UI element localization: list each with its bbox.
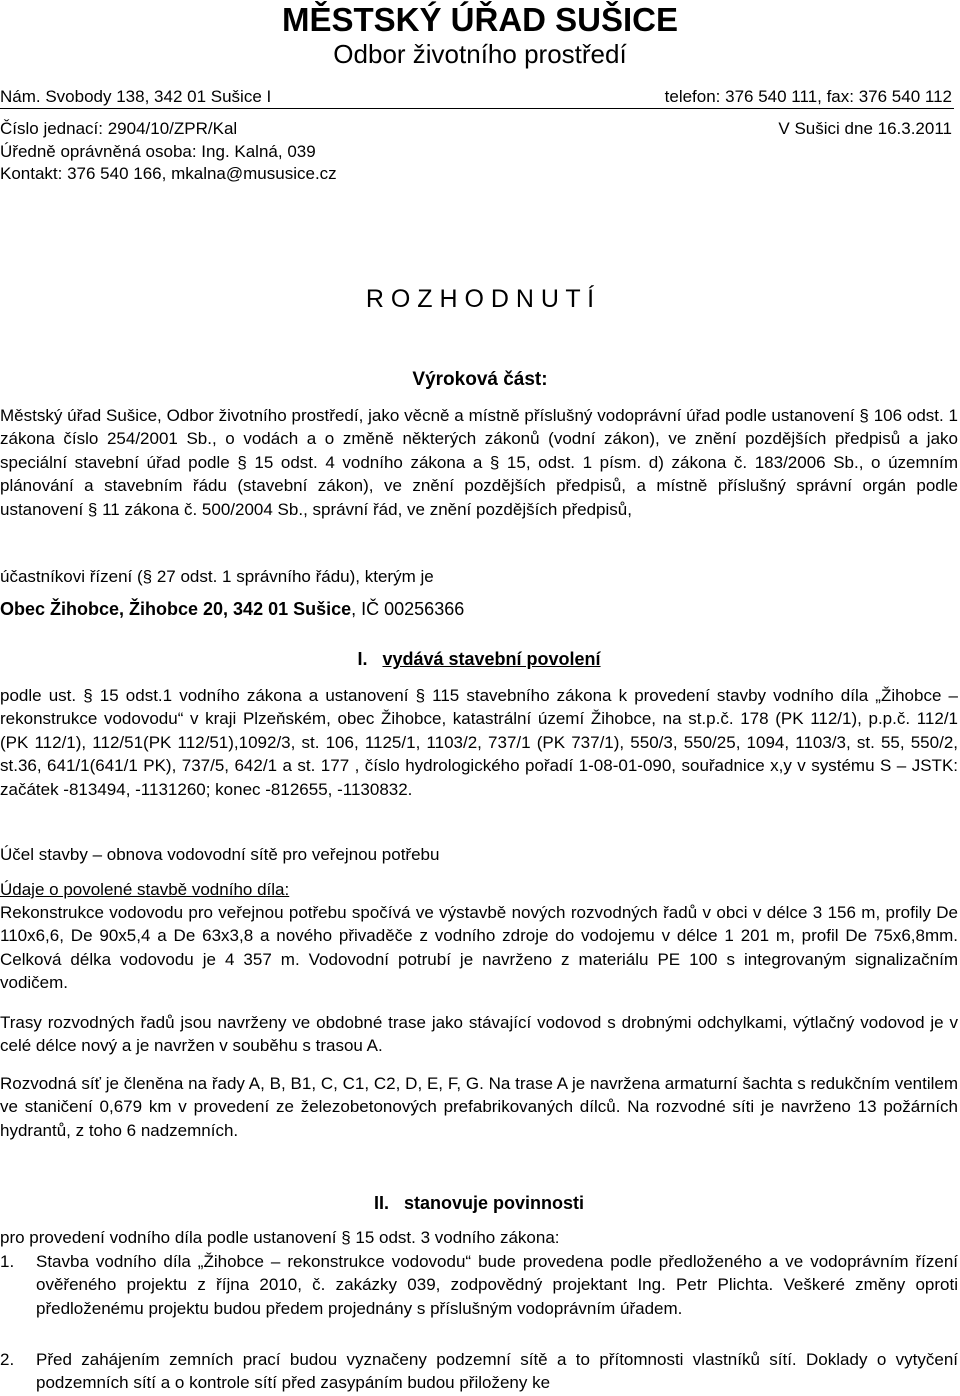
part-one-number: I. bbox=[357, 649, 368, 669]
participant-bold: Obec Žihobce, Žihobce 20, 342 01 Sušice bbox=[0, 599, 352, 619]
contact-info: Kontakt: 376 540 166, mkalna@mususice.cz bbox=[0, 164, 337, 183]
participant-name bbox=[0, 598, 958, 621]
part-one-text: podle ust. § 15 odst.1 vodního zákona a ustanovení § 115 stavebního zákona k provedení stavby vodního díla „Žihobce – rekonstrukce vodovodu“ v kraji Plzeňském, obec Žihobce, katastrální území Žihobce, na st.p.č. 178 (PK 112/1), p.p.č. 112/1 (PK 112/1), 112/51(PK 112/51),1092/3, st. 106, 1125/1, 1103/2, 737/1 (PK 737/1), 550/3, 550/25, 1094, 1103/3, st. 55, 550/2, st.36, 641/1(641/1 PK), 737/5, 642/1 a st. 177 , číslo hydrologického pořadí 1-08-01-090, souřadnice x,y v systému S – JSTK: začátek -813494, -1131260; konec -812655, -1130832. bbox=[0, 686, 958, 799]
obligation-text: Stavba vodního díla „Žihobce – rekonstrukce vodovodu“ bude provedena podle předloženého a ve vodoprávním řízení ověřeného projektu z října 2010, č. zakázky 039, zodpovědný projektant Ing. Petr Plichta. Veškeré změny oproti předloženému projektu budou předem projednány s příslušným vodoprávním úřadem. bbox=[36, 1252, 958, 1318]
department-name: Odbor životního prostředí bbox=[333, 39, 627, 69]
obligation-item bbox=[0, 1250, 958, 1320]
office-name: MĚSTSKÝ ÚŘAD SUŠICE bbox=[281, 1, 679, 38]
details-paragraph-1: Rekonstrukce vodovodu pro veřejnou potřebu spočívá ve výstavbě nových rozvodných řadů v obci v délce 3 156 m, profily De 110x6,6, De 90x5,4 a De 63x3,8 a nového přivaděče z vodního zdroje do vodojemu v délce 1 201 m, profil De 75x6,8mm. Celková délka vodovodu je 4 357 m. Vodovodní potrubí je navrženo z materiálu PE 100 s integrovaným signalizačním vodičem. bbox=[0, 903, 958, 993]
office-phone: telefon: 376 540 111, fax: 376 540 112 bbox=[664, 87, 952, 106]
obligation-text: Před zahájením zemních prací budou vyznačeny podzemní sítě a to přítomnosti vlastníků sítí. Doklady o vytyčení podzemních sítí a o kontrole sítí před zasypáním budou přiloženy ke bbox=[36, 1350, 958, 1393]
document-meta bbox=[0, 118, 954, 186]
participant-line: účastníkovi řízení (§ 27 odst. 1 správního řádu), kterým je bbox=[0, 567, 434, 586]
reference-number: Číslo jednací: 2904/10/ZPR/Kal bbox=[0, 119, 238, 138]
obligation-number: 2. bbox=[0, 1350, 15, 1369]
section-title: Výroková část: bbox=[412, 369, 548, 390]
office-address: Nám. Svobody 138, 342 01 Sušice I bbox=[0, 87, 272, 106]
participant-ic: , IČ 00256366 bbox=[351, 599, 465, 619]
part-one-title: vydává stavební povolení bbox=[382, 649, 601, 669]
details-heading: Údaje o povolené stavbě vodního díla: bbox=[0, 880, 290, 899]
obligation-number: 1. bbox=[0, 1252, 15, 1271]
document-date: V Sušici dne 16.3.2011 bbox=[778, 119, 952, 138]
details-paragraph-2: Trasy rozvodných řadů jsou navrženy ve obdobné trase jako stávající vodovod s drobnými odchylkami, výtlačný vodovod je v celé délce nový a je navržen v souběhu s trasou A. bbox=[0, 1013, 958, 1056]
purpose-line: Účel stavby – obnova vodovodní sítě pro veřejnou potřebu bbox=[0, 845, 440, 864]
details-paragraph-3: Rozvodná síť je členěna na řady A, B, B1, C, C1, C2, D, E, F, G. Na trase A je navržena armaturní šachta s redukčním ventilem ve staničení 0,679 km v provedení ze železobetonových prefabrikovaných dílců. Na rozvodné síti je navrženo 13 požárních hydrantů, z toho 6 nadzemních. bbox=[0, 1074, 958, 1140]
responsible-officer: Úředně oprávněná osoba: Ing. Kalná, 039 bbox=[0, 141, 316, 161]
document-title: R O Z H O D N U T Í bbox=[365, 285, 595, 313]
intro-paragraph: Městský úřad Sušice, Odbor životního prostředí, jako věcně a místně příslušný vodoprávní úřad podle ustanovení § 106 odst. 1 zákona číslo 254/2001 Sb., o vodách a o změně některých zákonů (vodní zákon), ve znění pozdějších předpisů a jako speciální stavební úřad podle § 15 odst. 4 vodního zákona a § 15, odst. 1 písm. d) zákona č. 183/2006 Sb., o územním plánování a stavebním řádu (stavební zákon), ve znění pozdějších předpisů, a místně příslušný správní orgán podle ustanovení § 11 zákona č. 500/2004 Sb., správní řád, ve znění pozdějších předpisů, bbox=[0, 406, 958, 519]
part-one-heading bbox=[0, 648, 958, 671]
part-two-heading bbox=[0, 1192, 958, 1215]
part-two-title: stanovuje povinnosti bbox=[404, 1193, 585, 1213]
part-two-number: II. bbox=[373, 1193, 389, 1213]
part-two-intro: pro provedení vodního díla podle ustanovení § 15 odst. 3 vodního zákona: bbox=[0, 1228, 560, 1247]
obligation-item bbox=[0, 1348, 958, 1395]
address-line bbox=[0, 86, 954, 109]
